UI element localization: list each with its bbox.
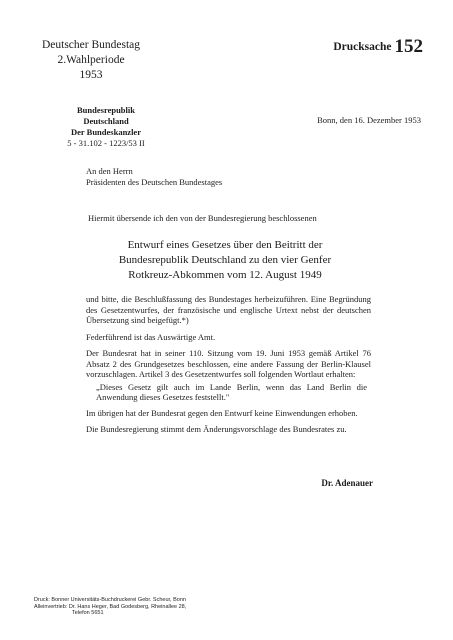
institution-name: Deutscher Bundestag [41, 39, 141, 51]
doc-number: 152 [394, 36, 423, 57]
document-number-label [333, 36, 423, 58]
body-paragraph: Federführend ist das Auswärtige Amt. [86, 331, 216, 342]
footer-line: Druck: Bonner Universitäts-Buchdruckerei Gebr. Scheur, Bonn [34, 597, 186, 603]
printer-footer [34, 597, 186, 617]
footer-line: Alleinvertrieb: Dr. Hans Heger, Bad Godesberg, Rheinallee 28, [34, 603, 187, 610]
document-header-left [36, 38, 146, 83]
signature: Dr. Adenauer [321, 478, 373, 488]
intro-line: Hiermit übersende ich den von der Bundesregierung beschlossenen [88, 213, 317, 223]
header-year: 1953 [79, 69, 103, 81]
letter-body [86, 294, 371, 441]
sender-block [58, 105, 154, 149]
sender-country: Bundesrepublik Deutschland [77, 105, 135, 126]
bill-title [90, 238, 360, 283]
body-paragraph: Im übrigen hat der Bundesrat gegen den Entwurf keine Einwendungen erhoben. [86, 407, 358, 418]
footer-line: Telefon 5651 [72, 610, 104, 616]
legislative-period: 2.Wahlperiode [57, 54, 125, 66]
bill-title-line: Entwurf eines Gesetzes über den Beitritt der [127, 239, 323, 251]
quoted-clause: „Dieses Gesetz gilt auch im Lande Berlin, wenn das Land Berlin die Anwendung dieses Gesetzes feststellt." [96, 381, 367, 402]
bill-title-line: Rotkreuz-Abkommen vom 12. August 1949 [128, 269, 322, 281]
sender-reference: 5 - 31.102 - 1223/53 II [67, 138, 145, 148]
addressee-salutation: An den Herrn [86, 166, 133, 176]
addressee-title: Präsidenten des Deutschen Bundestages [86, 177, 223, 187]
sender-office: Der Bundeskanzler [71, 127, 141, 137]
bill-title-line: Bundesrepublik Deutschland zu den vier Genfer [118, 254, 332, 266]
body-paragraph: Die Bundesregierung stimmt dem Änderungsvorschlage des Bundesrates zu. [86, 424, 347, 434]
addressee-block [86, 166, 222, 188]
letter-date: Bonn, den 16. Dezember 1953 [317, 115, 421, 125]
body-paragraph: Der Bundesrat hat in seiner 110. Sitzung vom 19. Juni 1953 gemäß Artikel 76 Absatz 2 des Grundgesetzes beschlossen, eine andere Fassung der Berlin-Klausel vorzuschlagen. Artikel 3 des Gesetzentwurfes soll folgenden Wortlaut erhalten: [86, 348, 371, 379]
doc-label: Drucksache [333, 41, 392, 53]
body-paragraph: und bitte, die Beschlußfassung des Bundestages herbeizuführen. Eine Begründung des Gesetzentwurfes, der französische und englische Urtext nebst der deutschen Übersetzung sind beigefügt.*) [86, 294, 371, 325]
